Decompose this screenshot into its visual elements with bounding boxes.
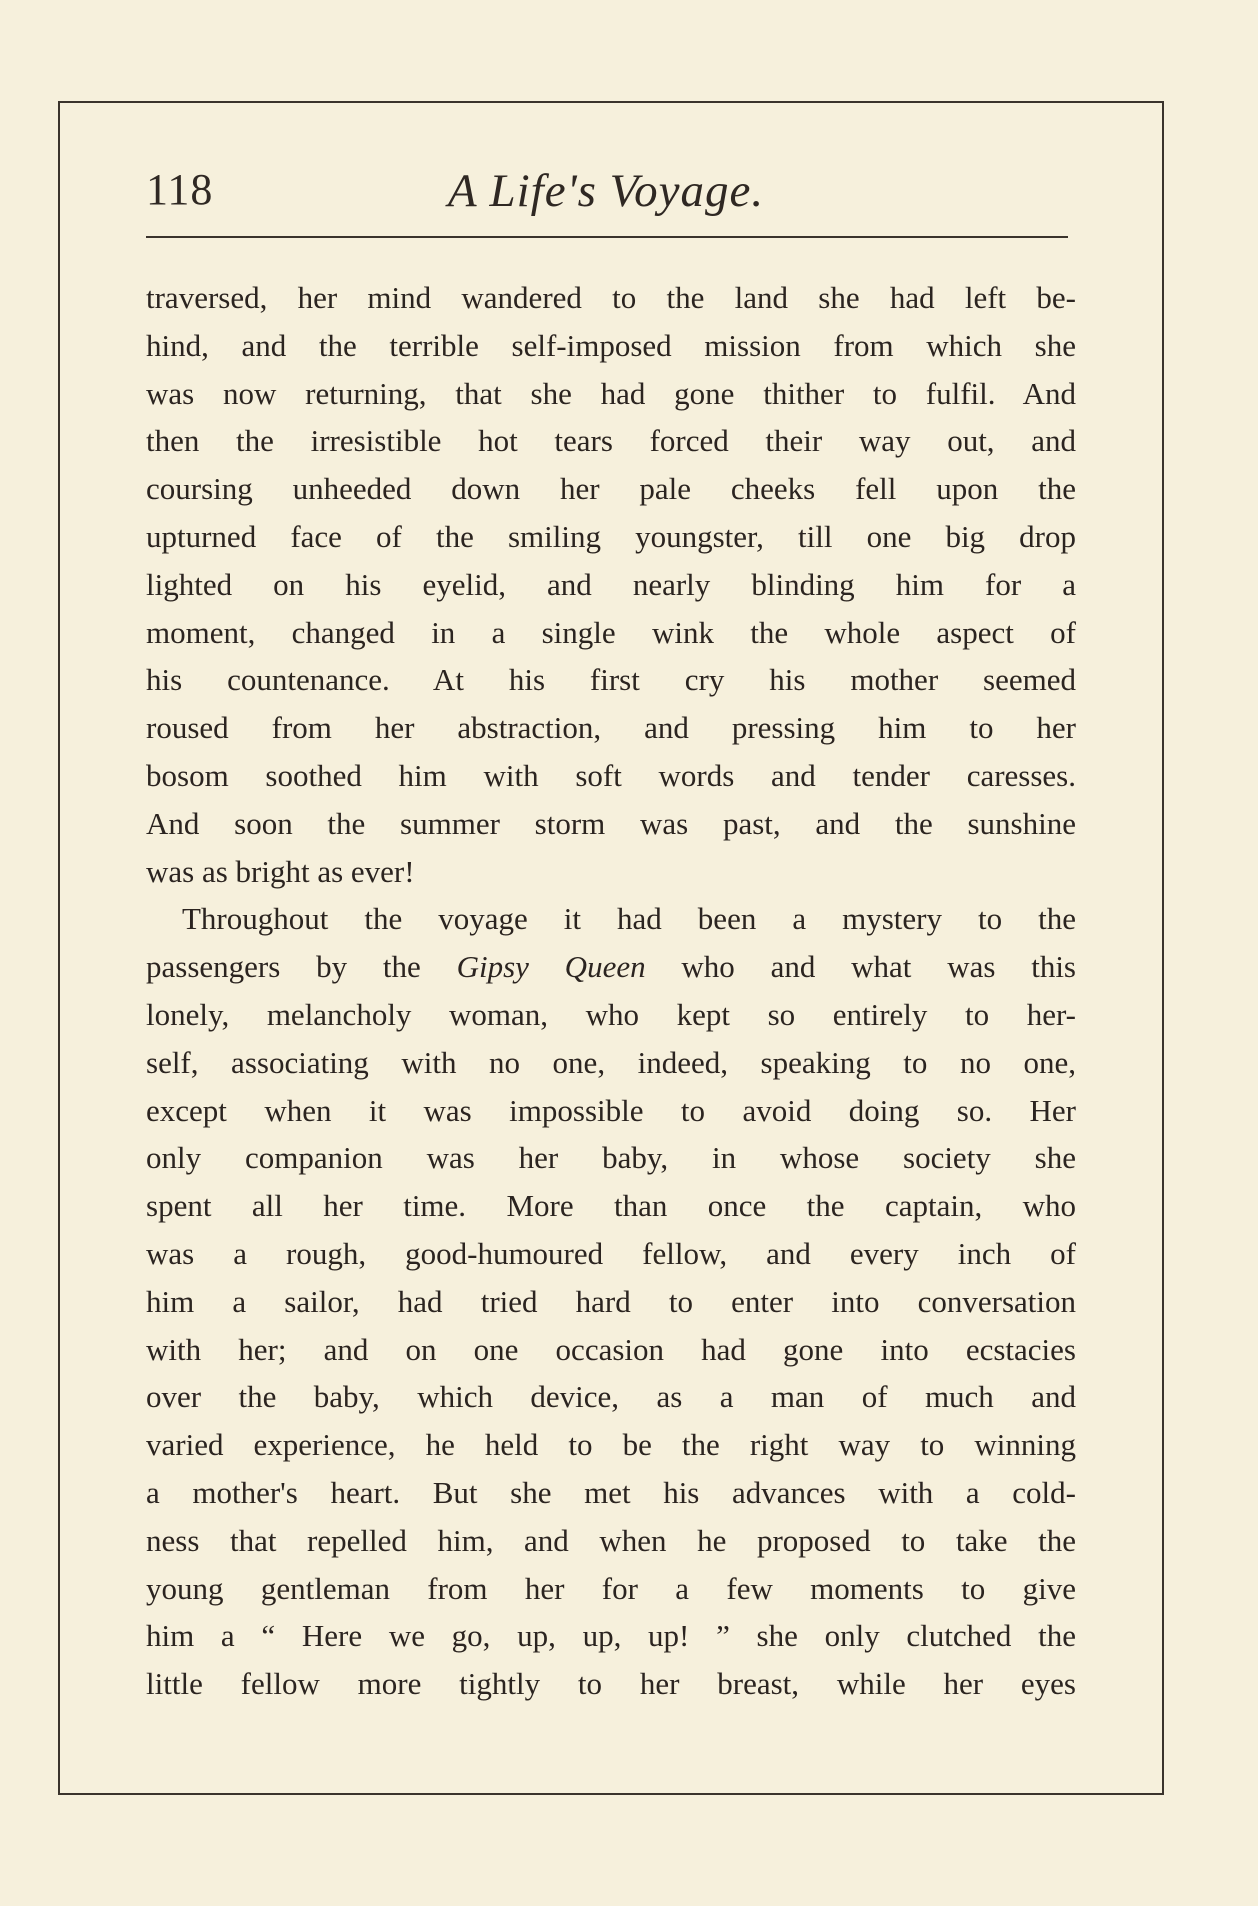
- text-line: was a rough, good-humoured fellow, and every inch of: [146, 1235, 1076, 1271]
- text-line: lighted on his eyelid, and nearly blinding him for a: [146, 566, 1076, 602]
- text-line: only companion was her baby, in whose society she: [146, 1140, 1076, 1176]
- text-line: And soon the summer storm was past, and the sunshine: [146, 805, 1076, 841]
- text-fragment: who and what was this: [645, 949, 1076, 985]
- running-title: A Life's Voyage.: [447, 165, 765, 217]
- text-line: young gentleman from her for a few moments to give: [146, 1570, 1076, 1606]
- text-fragment: passengers by the: [146, 949, 457, 985]
- text-line: moment, changed in a single wink the whole aspect of: [146, 614, 1076, 650]
- text-line: him a “ Here we go, up, up, up! ” she only clutched the: [146, 1618, 1076, 1654]
- text-line: self, associating with no one, indeed, speaking to no one,: [146, 1044, 1076, 1080]
- header-rule: [146, 236, 1068, 238]
- text-line: traversed, her mind wandered to the land she had left be-: [146, 280, 1076, 315]
- text-line: his countenance. At his first cry his mother seemed: [146, 662, 1076, 698]
- page-header: [146, 164, 1066, 234]
- text-line: ness that repelled him, and when he proposed to take the: [146, 1522, 1076, 1558]
- ship-name: Gipsy Queen: [456, 949, 646, 985]
- text-line: hind, and the terrible self-imposed mission from which she: [146, 327, 1076, 363]
- text-line: him a sailor, had tried hard to enter into conversation: [146, 1283, 1076, 1319]
- text-line: roused from her abstraction, and pressing him to her: [146, 710, 1076, 746]
- text-line: bosom soothed him with soft words and tender caresses.: [146, 757, 1076, 793]
- text-line: little fellow more tightly to her breast, while her eyes: [146, 1666, 1076, 1702]
- text-line: except when it was impossible to avoid doing so. Her: [146, 1092, 1076, 1128]
- text-line: coursing unheeded down her pale cheeks fell upon the: [146, 471, 1076, 507]
- text-line-with-ship-name: [146, 943, 1076, 991]
- text-line: lonely, melancholy woman, who kept so entirely to her-: [146, 996, 1076, 1032]
- text-line: spent all her time. More than once the captain, who: [146, 1188, 1076, 1224]
- paragraph-end-line: was as bright as ever!: [146, 853, 415, 889]
- page-number: 118: [146, 165, 214, 214]
- text-line: a mother's heart. But she met his advances with a cold-: [146, 1474, 1076, 1510]
- paragraph-start-line: Throughout the voyage it had been a mystery to the: [182, 901, 1076, 937]
- text-line: with her; and on one occasion had gone into ecstacies: [146, 1331, 1076, 1367]
- body-text: [146, 274, 1076, 1708]
- text-line: upturned face of the smiling youngster, till one big drop: [146, 518, 1076, 554]
- text-line: varied experience, he held to be the right way to winning: [146, 1427, 1076, 1463]
- text-line: then the irresistible hot tears forced their way out, and: [146, 423, 1076, 459]
- text-line: over the baby, which device, as a man of much and: [146, 1379, 1076, 1415]
- text-line: was now returning, that she had gone thither to fulfil. And: [146, 375, 1076, 411]
